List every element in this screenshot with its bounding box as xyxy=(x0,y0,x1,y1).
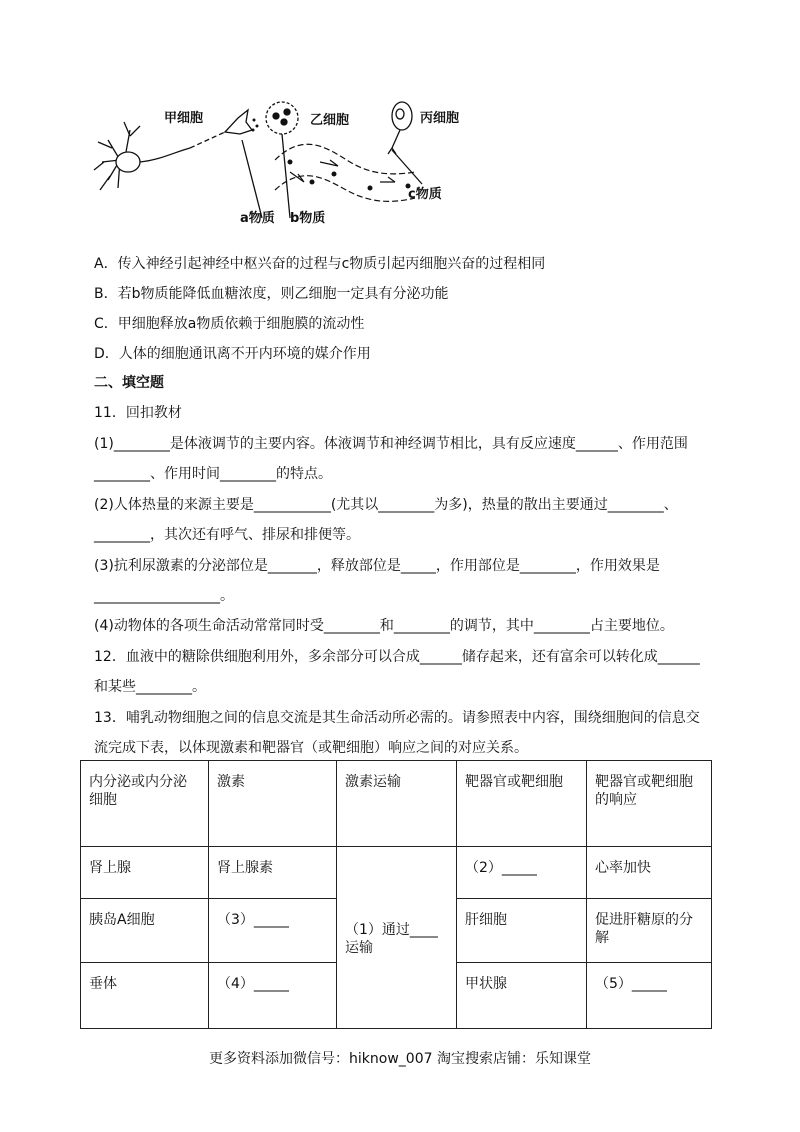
table-cell: （2）_____ xyxy=(457,847,587,899)
diagram-svg xyxy=(90,90,480,230)
q11-line-4: ________，其次还有呼气、排尿和排便等。 xyxy=(94,527,360,543)
option-a: A．传入神经引起神经中枢兴奋的过程与c物质引起丙细胞兴奋的过程相同 xyxy=(94,256,546,272)
table-cell: （4）_____ xyxy=(209,963,337,1029)
table-cell: 胰岛A细胞 xyxy=(81,899,209,963)
section-title: 二、填空题 xyxy=(94,375,164,391)
q11-line-5: (3)抗利尿激素的分泌部位是_______，释放部位是_____，作用部位是________，作用效果是 xyxy=(94,558,660,574)
cell-signaling-diagram xyxy=(90,90,480,230)
footer: 更多资料添加微信号：hiknow_007 淘宝搜索店铺：乐知课堂 xyxy=(209,1051,591,1067)
option-c: C．甲细胞释放a物质依赖于细胞膜的流动性 xyxy=(94,316,365,332)
table-cell: 心率加快 xyxy=(587,847,712,899)
table-row xyxy=(81,847,712,899)
cell-bing xyxy=(388,102,422,184)
table-cell: 肾上腺 xyxy=(81,847,209,899)
table-cell: 垂体 xyxy=(81,963,209,1029)
header-cell: 激素运输 xyxy=(337,761,457,847)
q11-line-1: (1)________是体液调节的主要内容。体液调节和神经调节相比，具有反应速度______、作用范围 xyxy=(94,436,688,452)
header-cell: 靶器官或靶细胞的响应 xyxy=(587,761,712,847)
label-b: b物质 xyxy=(290,211,326,226)
transport-cell: （1）通过____运输 xyxy=(337,847,457,1029)
q11-line-6: __________________。 xyxy=(94,588,234,604)
header-cell: 激素 xyxy=(209,761,337,847)
q11-line-7: (4)动物体的各项生命活动常常同时受________和________的调节，其中________占主要地位。 xyxy=(94,618,674,634)
label-yi: 乙细胞 xyxy=(310,113,350,128)
neuron-jia xyxy=(94,110,262,218)
table-cell: （3）_____ xyxy=(209,899,337,963)
q11-line-3: (2)人体热量的来源主要是___________(尤其以________为多)，热量的散出主要通过________、 xyxy=(94,497,678,513)
option-d: D．人体的细胞通讯离不开内环境的媒介作用 xyxy=(94,346,371,362)
q11-title: 11．回扣教材 xyxy=(94,405,182,421)
q11-line-2: ________、作用时间________的特点。 xyxy=(94,466,332,482)
table-cell: 促进肝糖原的分解 xyxy=(587,899,712,963)
table-cell: 肾上腺素 xyxy=(209,847,337,899)
label-c: c物质 xyxy=(408,187,442,202)
q13-line-1: 13．哺乳动物细胞之间的信息交流是其生命活动所必需的。请参照表中内容，围绕细胞间的信息交 xyxy=(94,710,700,726)
header-cell: 内分泌或内分泌细胞 xyxy=(81,761,209,847)
q12-line-1: 12．血液中的糖除供细胞利用外，多余部分可以合成______储存起来，还有富余可以转化成______ xyxy=(94,649,700,665)
table-cell: 肝细胞 xyxy=(457,899,587,963)
q12-line-2: 和某些________。 xyxy=(94,679,206,695)
hormone-table xyxy=(80,760,712,1029)
header-cell: 靶器官或靶细胞 xyxy=(457,761,587,847)
cell-yi xyxy=(266,102,298,218)
option-b: B．若b物质能降低血糖浓度，则乙细胞一定具有分泌功能 xyxy=(94,286,449,302)
label-bing: 丙细胞 xyxy=(420,111,460,126)
label-a: a物质 xyxy=(240,211,275,226)
q13-line-2: 流完成下表，以体现激素和靶器官（或靶细胞）响应之间的对应关系。 xyxy=(94,740,528,756)
table-cell: 甲状腺 xyxy=(457,963,587,1029)
particles-b xyxy=(288,160,411,191)
table-cell: （5）_____ xyxy=(587,963,712,1029)
particles-a xyxy=(252,119,259,132)
label-jia: 甲细胞 xyxy=(164,111,204,126)
table-header-row xyxy=(81,761,712,847)
